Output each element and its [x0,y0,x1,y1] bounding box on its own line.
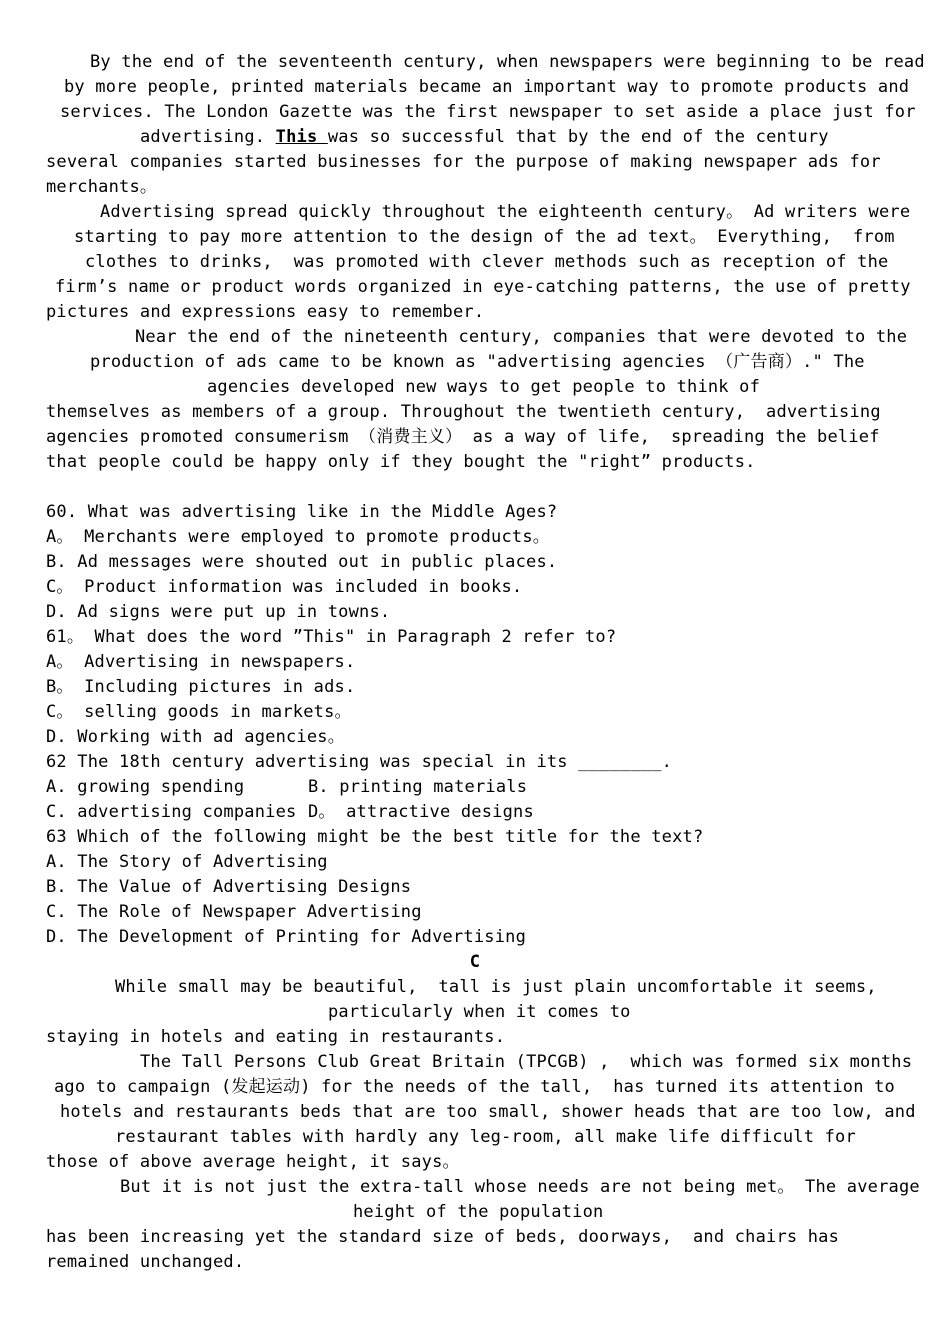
question-62-option-b: B. printing materials [308,777,528,797]
question-63-stem: 63 Which of the following might be the best title for the text? [46,827,704,847]
passage-b-p3-line5: agencies promoted consumerism （消费主义） as a way of life, spreading the belief [46,427,880,447]
passage-b-p3-line2: production of ads came to be known as "advertising agencies （广告商）." The [90,352,865,372]
passage-c-p3-line1: But it is not just the extra-tall whose needs are not being met。 The average [120,1177,920,1197]
passage-c-p2-line5: those of above average height, it says。 [46,1152,460,1172]
question-62-option-a: A. growing spending [46,777,245,797]
passage-b-p1-line3: services. The London Gazette was the first newspaper to set aside a place just for [60,102,916,122]
question-61-stem: 61。 What does the word ”This" in Paragraph 2 refer to? [46,627,617,647]
question-61-option-b: B。 Including pictures in ads. [46,677,356,697]
passage-c-p3-line4: remained unchanged. [46,1252,245,1272]
passage-b-p1-line5: several companies started businesses for the purpose of making newspaper ads for [46,152,881,172]
passage-b-p1-line6: merchants。 [46,177,158,197]
passage-c-p3-line2: height of the population [353,1202,604,1222]
passage-c-p1-line1: While small may be beautiful, tall is just plain uncomfortable it seems, [115,977,877,997]
passage-b-p3-line1: Near the end of the nineteenth century, companies that were devoted to the [135,327,908,347]
underlined-this: This [275,127,328,147]
passage-c-p2-line1: The Tall Persons Club Great Britain (TPCGB) , which was formed six months [140,1052,913,1072]
passage-b-p2-line2: starting to pay more attention to the design of the ad text。 Everything, from [74,227,895,247]
passage-b-p1-line4 [140,125,829,150]
passage-c-p1-line2: particularly when it comes to [328,1002,631,1022]
passage-c-p3-line3: has been increasing yet the standard size of beds, doorways, and chairs has [46,1227,840,1247]
question-60-stem: 60. What was advertising like in the Middle Ages? [46,502,558,522]
passage-b-p2-line5: pictures and expressions easy to remember. [46,302,485,322]
passage-b-p1-line4-end: was so successful that by the end of the century [327,127,829,147]
question-62-stem: 62 The 18th century advertising was special in its ________. [46,752,673,772]
passage-b-p1-line4-start: advertising. [140,127,276,147]
passage-b-p3-line4: themselves as members of a group. Throughout the twentieth century, advertising [46,402,881,422]
passage-c-p2-line3: hotels and restaurants beds that are too small, shower heads that are too low, and [60,1102,916,1122]
question-61-option-d: D. Working with ad agencies。 [46,727,345,747]
question-62-option-c: C. advertising companies [46,802,297,822]
question-62-option-d: D。 attractive designs [308,802,534,822]
passage-b-p3-line6: that people could be happy only if they bought the "right” products. [46,452,756,472]
passage-b-p2-line1: Advertising spread quickly throughout the eighteenth century。 Ad writers were [100,202,911,222]
passage-c-heading: C [469,952,481,972]
passage-b-p2-line4: firm’s name or product words organized in eye-catching patterns, the use of pretty [55,277,911,297]
question-60-option-d: D. Ad signs were put up in towns. [46,602,391,622]
question-63-option-a: A. The Story of Advertising [46,852,328,872]
passage-b-p3-line3: agencies developed new ways to get people to think of [207,377,761,397]
question-63-option-b: B. The Value of Advertising Designs [46,877,412,897]
passage-b-p2-line3: clothes to drinks, was promoted with clever methods such as reception of the [85,252,889,272]
question-61-option-c: C。 selling goods in markets。 [46,702,352,722]
question-61-option-a: A。 Advertising in newspapers. [46,652,356,672]
passage-c-p2-line4: restaurant tables with hardly any leg-room, all make life difficult for [115,1127,856,1147]
question-63-option-d: D. The Development of Printing for Advertising [46,927,527,947]
question-60-option-b: B. Ad messages were shouted out in public places. [46,552,558,572]
passage-c-p1-line3: staying in hotels and eating in restaurants. [46,1027,506,1047]
passage-b-p1-line1: By the end of the seventeenth century, when newspapers were beginning to be read [90,52,925,72]
question-63-option-c: C. The Role of Newspaper Advertising [46,902,422,922]
passage-c-p2-line2: ago to campaign (发起运动) for the needs of the tall, has turned its attention to [54,1077,895,1097]
passage-b-p1-line2: by more people, printed materials became an important way to promote products and [64,77,910,97]
question-60-option-c: C。 Product information was included in books. [46,577,523,597]
question-60-option-a: A。 Merchants were employed to promote products。 [46,527,550,547]
